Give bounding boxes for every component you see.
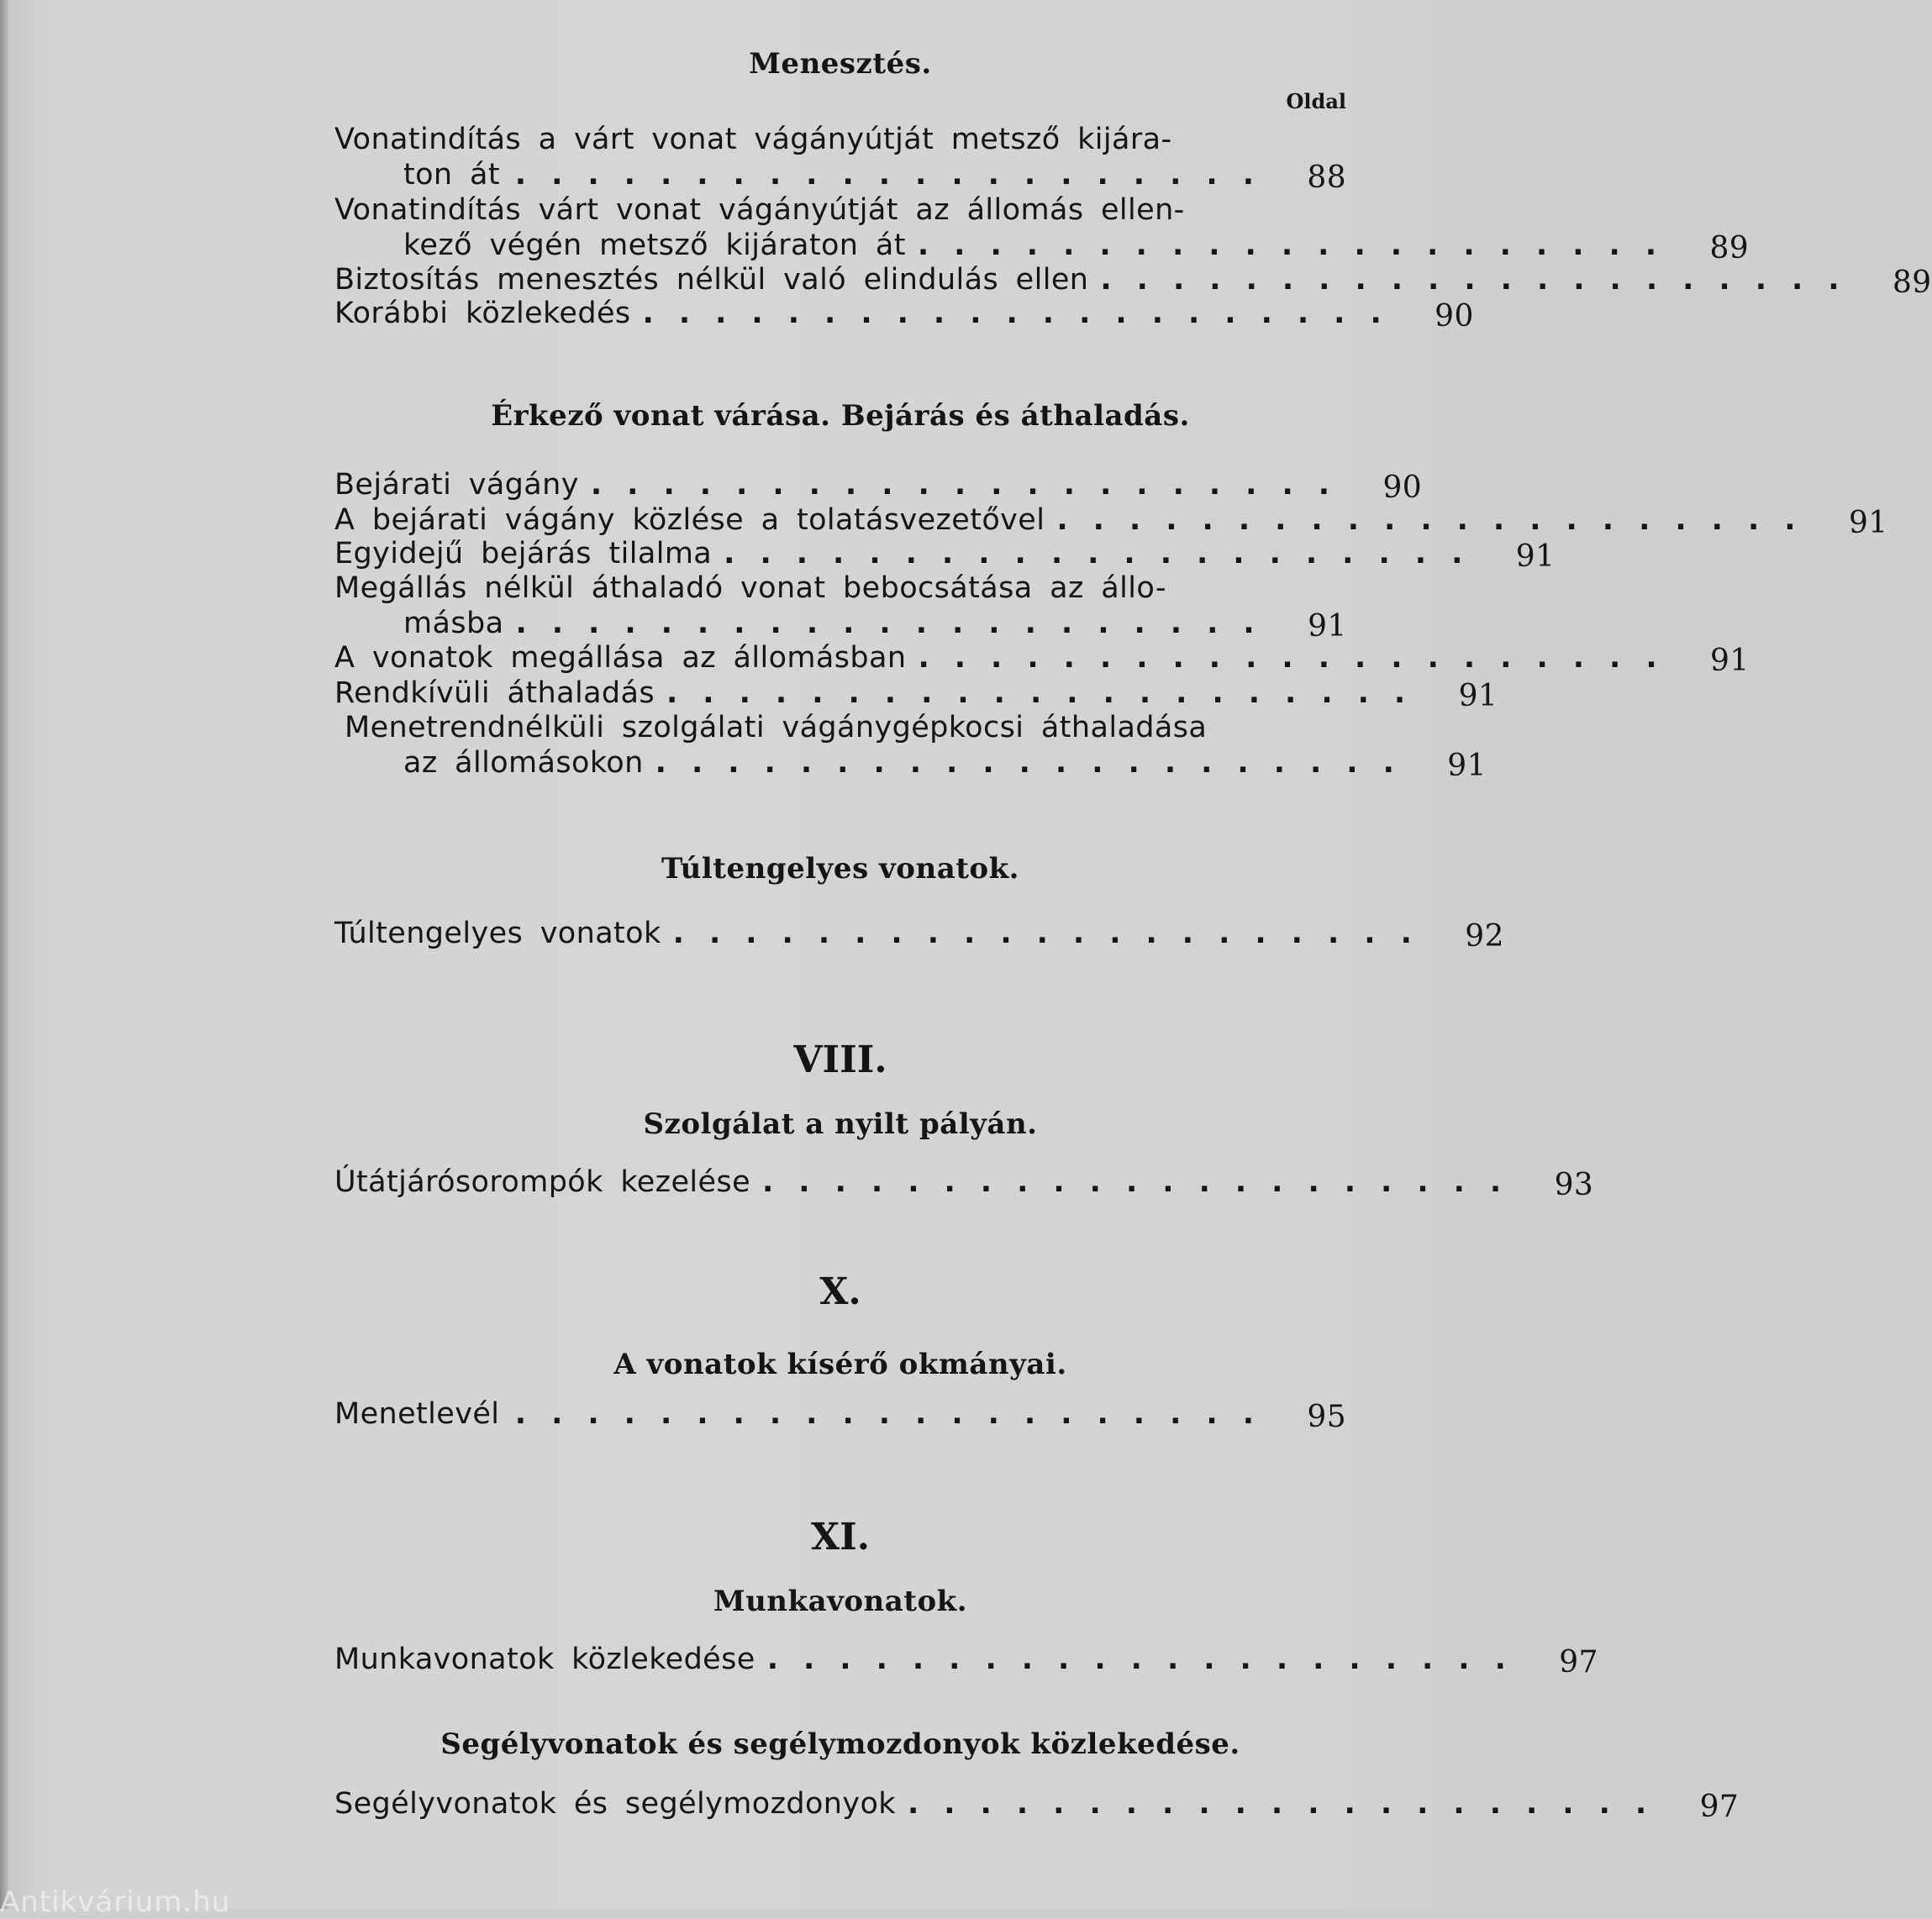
entry-text-line: Munkavonatok közlekedése <box>334 1643 755 1676</box>
page-number: 97 <box>1699 1790 1740 1824</box>
entry-text-line: Vonatindítás a várt vonat vágányútját metsző kijára- <box>334 123 1172 156</box>
section-title-segely: Segélyvonatok és segélymozdonyok közlekedése. <box>440 1727 1240 1761</box>
dot-leader: ..................... <box>590 468 1356 502</box>
toc-entry <box>334 1165 1594 1202</box>
entry-text-line: A vonatok megállása az állomásban <box>334 641 907 675</box>
dot-leader: ..................... <box>514 158 1279 192</box>
page-column-label: Oldal <box>1286 89 1346 113</box>
entry-text-line: A bejárati vágány közlése a tolatásvezetővel <box>334 503 1045 537</box>
dot-leader: ..................... <box>766 1643 1531 1676</box>
dot-leader: ..................... <box>724 537 1488 570</box>
entry-text-line: Rendkívüli áthaladás <box>334 676 655 710</box>
dot-leader: ..................... <box>672 917 1437 950</box>
dot-leader: ..................... <box>907 1787 1672 1821</box>
toc-entry <box>334 1396 1346 1434</box>
page-number: 89 <box>1709 231 1750 266</box>
entry-text-line: másba <box>403 607 504 640</box>
toc-entry <box>334 640 1750 678</box>
page-number: 97 <box>1559 1645 1598 1680</box>
chapter-number-x: X. <box>819 1270 861 1313</box>
page-number: 93 <box>1554 1168 1594 1202</box>
entry-text-line: ton át <box>403 158 501 192</box>
toc-entry <box>334 193 1750 266</box>
toc-entry <box>334 467 1423 505</box>
entry-text-line: Megállás nélkül áthaladó vonat bebocsátása az állo- <box>334 571 1166 605</box>
toc-entry <box>334 502 1888 540</box>
dot-leader: ..................... <box>1100 263 1865 297</box>
entry-text-line: Korábbi közlekedés <box>334 297 631 330</box>
section-title-tultengelyes: Túltengelyes vonatok. <box>661 852 1020 886</box>
entry-text-line: Menetlevél <box>334 1397 500 1431</box>
page-number: 92 <box>1465 919 1504 954</box>
dot-leader: ..................... <box>917 229 1682 262</box>
section-title-xi: Munkavonatok. <box>713 1585 968 1618</box>
dot-leader: ..................... <box>1056 503 1821 537</box>
page-number: 90 <box>1435 299 1474 334</box>
toc-entry <box>334 1642 1598 1680</box>
dot-leader: ..................... <box>666 676 1431 710</box>
section-title-viii: Szolgálat a nyilt pályán. <box>643 1107 1038 1141</box>
entry-text-line: az állomásokon <box>403 746 644 780</box>
toc-entry <box>334 536 1556 574</box>
page-number: 91 <box>1515 539 1556 574</box>
entry-text-line: Segélyvonatok és segélymozdonyok <box>334 1787 896 1821</box>
page-number: 91 <box>1710 644 1750 678</box>
chapter-number-viii: VIII. <box>793 1038 887 1081</box>
dot-leader: ..................... <box>515 607 1280 640</box>
dot-leader: ..................... <box>918 641 1682 675</box>
page-number: 88 <box>1307 160 1346 195</box>
page-number: 90 <box>1382 471 1423 505</box>
binding-edge <box>0 0 8 1909</box>
page-number: 91 <box>1447 749 1487 783</box>
toc-entry <box>334 916 1504 954</box>
dot-leader: ..................... <box>762 1165 1527 1199</box>
toc-entry <box>334 676 1498 713</box>
watermark: Antikvárium.hu <box>0 1885 231 1919</box>
page-number: 89 <box>1893 266 1932 300</box>
section-title-menesztes: Menesztés. <box>749 47 932 81</box>
toc-entry <box>334 123 1346 195</box>
toc-entry <box>334 296 1474 334</box>
dot-leader: ..................... <box>655 746 1419 780</box>
entry-text-line: Egyidejű bejárás tilalma <box>334 537 713 570</box>
page-number: 91 <box>1458 679 1498 713</box>
page-number: 91 <box>1848 506 1888 540</box>
toc-entry <box>334 262 1932 300</box>
dot-leader: ..................... <box>642 297 1407 330</box>
entry-text-line: Vonatindítás várt vonat vágányútját az állomás ellen- <box>334 193 1185 227</box>
entry-text-line: Útátjárósorompók kezelése <box>334 1165 751 1199</box>
entry-text-line: kező végén metsző kijáraton át <box>403 229 906 262</box>
entry-text-line: Menetrendnélküli szolgálati vágánygépkocsi áthaladása <box>345 711 1208 744</box>
toc-entry <box>334 1786 1740 1824</box>
section-title-x: A vonatok kísérő okmányai. <box>613 1348 1067 1381</box>
toc-entry <box>334 571 1347 644</box>
toc-entry <box>334 711 1487 783</box>
chapter-number-xi: XI. <box>810 1516 871 1559</box>
entry-text-line: Bejárati vágány <box>334 468 579 502</box>
section-title-erkezo: Érkező vonat várása. Bejárás és áthaladás. <box>491 399 1190 433</box>
entry-text-line: Biztosítás menesztés nélkül való elindulás ellen <box>334 263 1089 297</box>
page-number: 91 <box>1308 609 1347 644</box>
dot-leader: ..................... <box>514 1397 1279 1431</box>
page-number: 95 <box>1307 1400 1346 1434</box>
entry-text-line: Túltengelyes vonatok <box>334 917 661 950</box>
